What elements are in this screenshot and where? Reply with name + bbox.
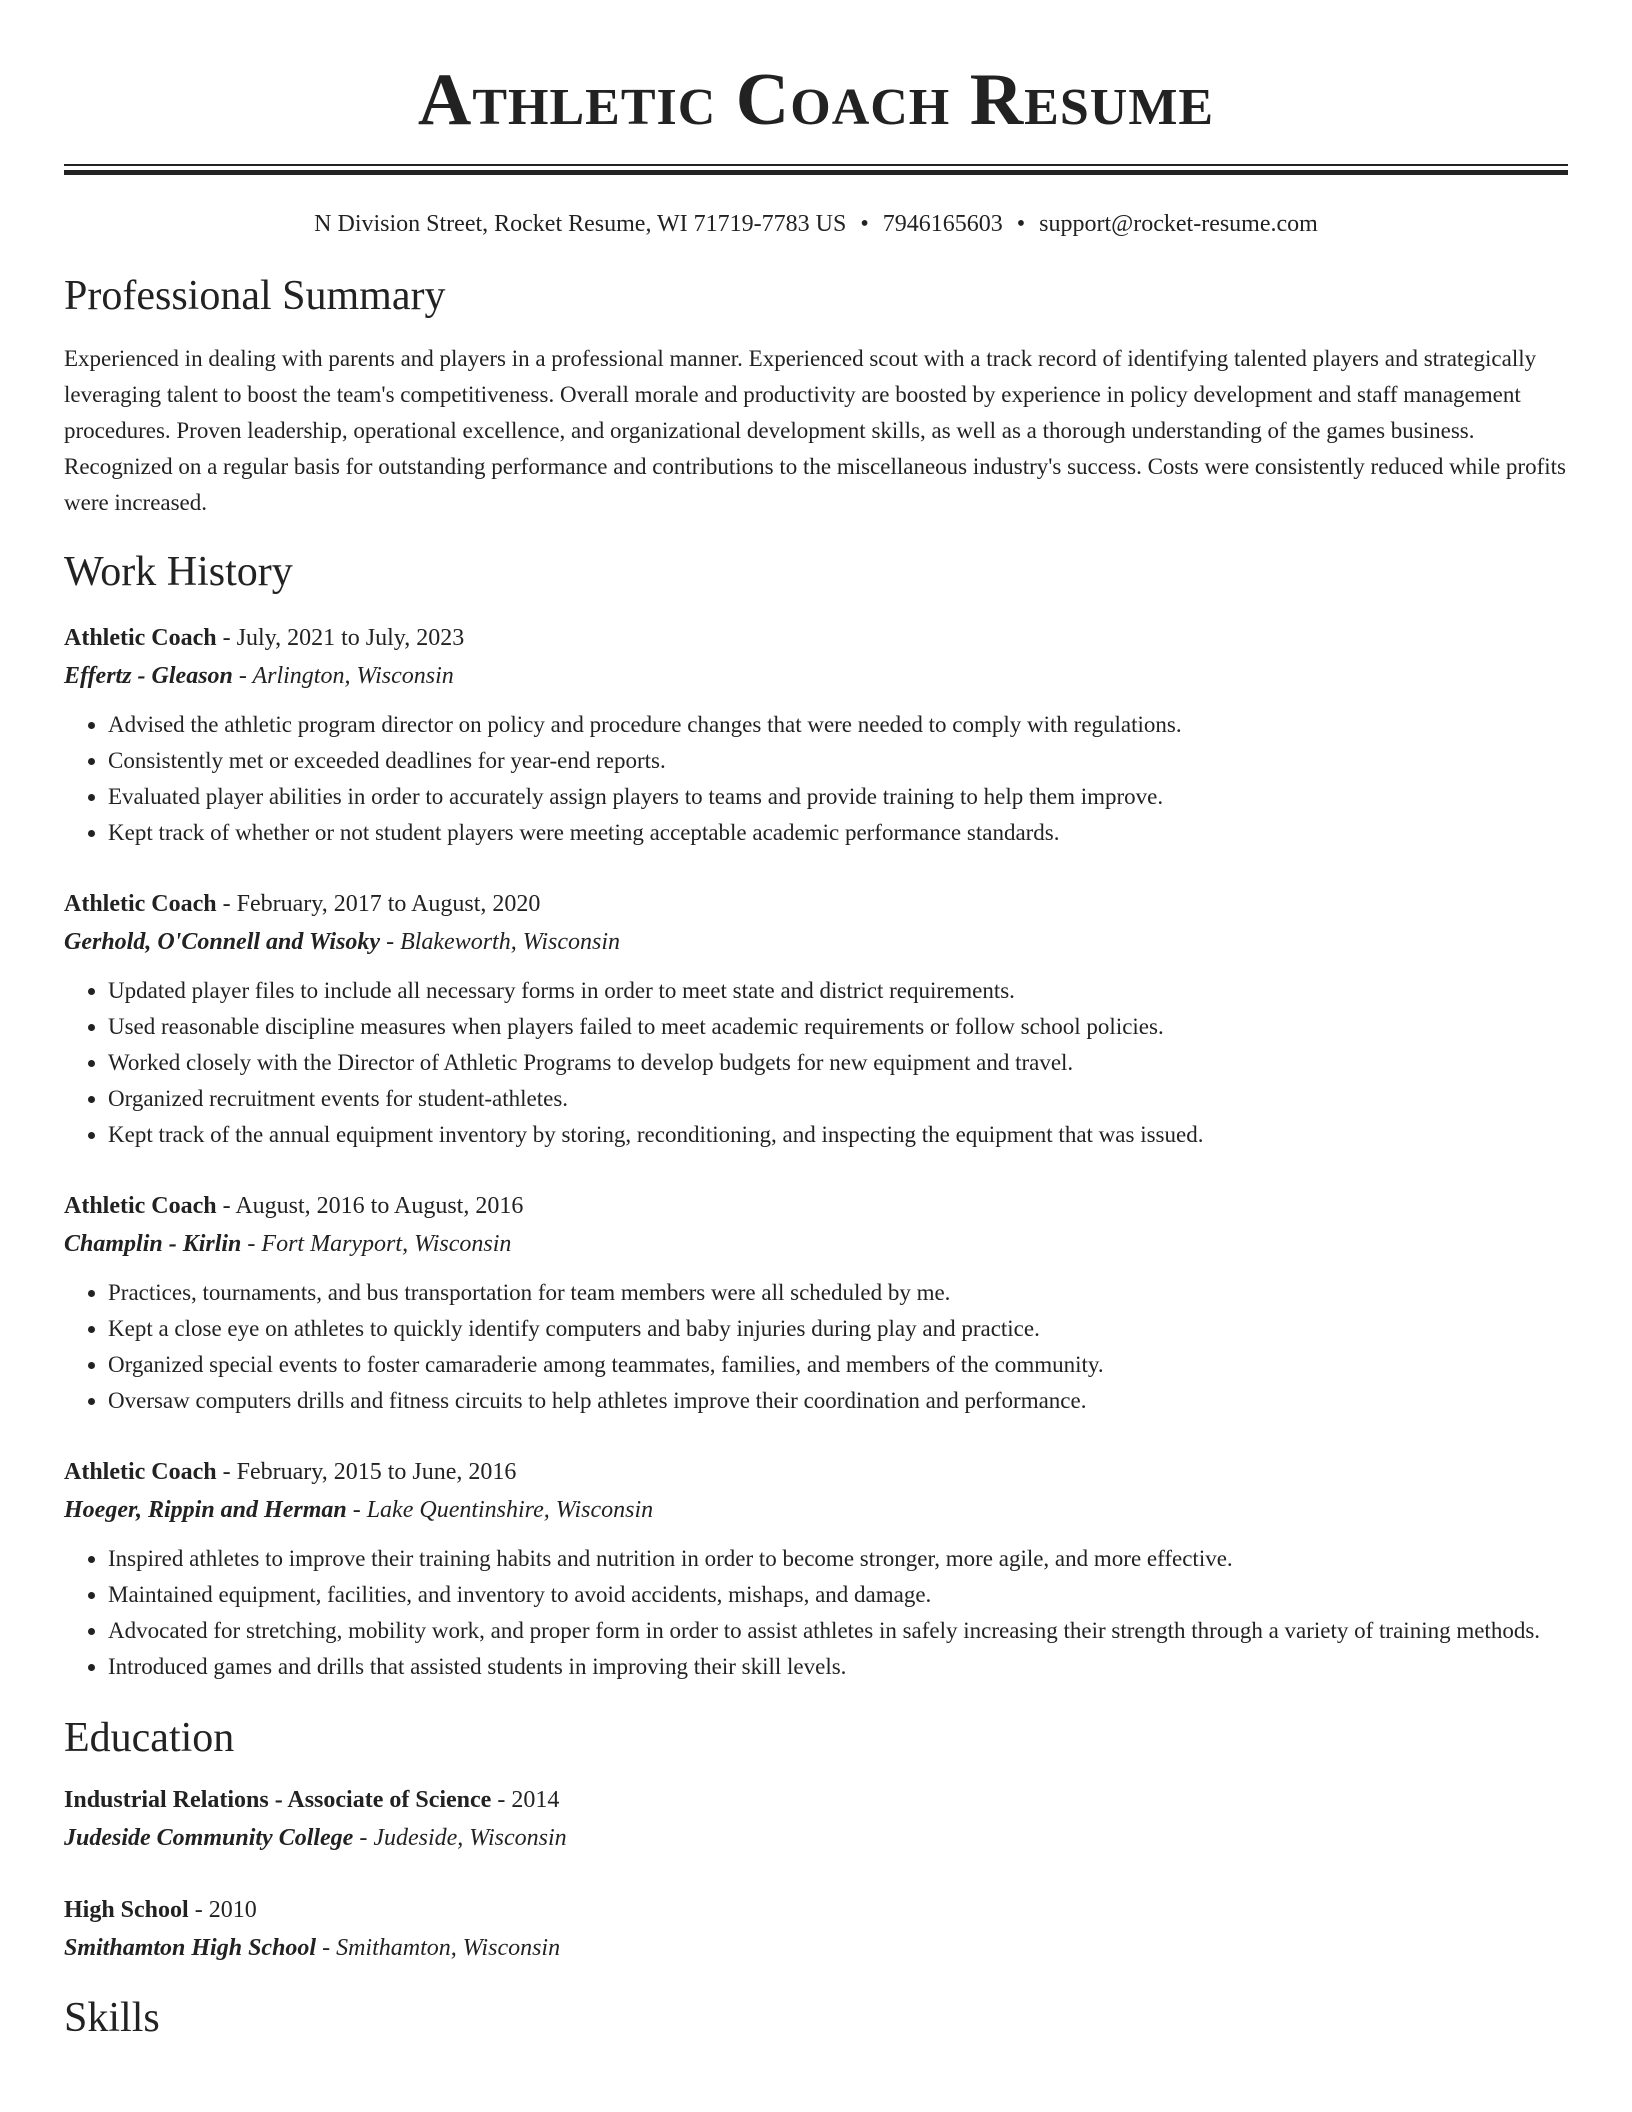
skills-heading: Skills — [64, 1995, 160, 2041]
job-company-line: Gerhold, O'Connell and Wisoky - Blakeworth, Wisconsin — [64, 929, 621, 955]
education-degree: High School — [64, 1897, 189, 1923]
job-bullets — [64, 1275, 1568, 1419]
contact-phone: 7946165603 — [882, 211, 1003, 237]
job-title-line: Athletic Coach - February, 2017 to August, 2020 — [64, 891, 541, 917]
education-entry — [64, 1891, 1568, 1967]
education-heading: Education — [64, 1715, 235, 1761]
job-company-line: Hoeger, Rippin and Herman - Lake Quentinshire, Wisconsin — [64, 1497, 654, 1523]
job-location: Fort Maryport, Wisconsin — [261, 1231, 512, 1257]
job-entry — [64, 619, 1568, 851]
job-company: Champlin - Kirlin — [64, 1231, 242, 1257]
contact-email: support@rocket-resume.com — [1039, 211, 1318, 237]
job-entry — [64, 1453, 1568, 1685]
job-bullet: • Maintained equipment, facilities, and inventory to avoid accidents, mishaps, and damage. — [108, 1577, 1568, 1613]
job-bullet: • Updated player files to include all necessary forms in order to meet state and district requirements. — [108, 973, 1568, 1009]
job-bullet: • Used reasonable discipline measures when players failed to meet academic requirements or follow school policies. — [108, 1009, 1568, 1045]
job-bullets — [64, 707, 1568, 851]
education-location: Judeside, Wisconsin — [373, 1825, 567, 1851]
job-dates: August, 2016 to August, 2016 — [235, 1193, 524, 1219]
education-school: Judeside Community College — [64, 1825, 354, 1851]
education-school-line: Judeside Community College - Judeside, Wisconsin — [64, 1825, 567, 1851]
education-location: Smithamton, Wisconsin — [336, 1935, 561, 1961]
job-entry — [64, 1187, 1568, 1419]
education-school-line: Smithamton High School - Smithamton, Wisconsin — [64, 1935, 561, 1961]
job-bullet: • Organized recruitment events for student-athletes. — [108, 1081, 1568, 1117]
job-bullet: • Inspired athletes to improve their training habits and nutrition in order to become stronger, more agile, and more effective. — [108, 1541, 1568, 1577]
job-location: Blakeworth, Wisconsin — [400, 929, 621, 955]
job-company-line: Champlin - Kirlin - Fort Maryport, Wisconsin — [64, 1231, 512, 1257]
job-bullet: • Advised the athletic program director on policy and procedure changes that were needed to comply with regulations. — [108, 707, 1568, 743]
education-school: Smithamton High School — [64, 1935, 317, 1961]
job-title-line: Athletic Coach - February, 2015 to June, 2016 — [64, 1459, 517, 1485]
summary-text: Experienced in dealing with parents and players in a professional manner. Experienced scout with a track record of identifying talented players and strategically leveraging talent to boost the team's competitiveness. Overall morale and productivity are boosted by experience in policy development and staff management procedures. Proven leadership, operational excellence, and organizational development skills, as well as a thorough understanding of the games business. Recognized on a regular basis for outstanding performance and contributions to the miscellaneous industry's success. Costs were consistently reduced while profits were increased. — [64, 346, 1566, 515]
contact-separator: • — [1016, 211, 1026, 237]
summary-heading: Professional Summary — [64, 273, 446, 319]
job-bullet: • Organized special events to foster camaraderie among teammates, families, and members of the community. — [108, 1347, 1568, 1383]
job-company: Effertz - Gleason — [64, 663, 233, 689]
job-bullet: • Kept a close eye on athletes to quickly identify computers and baby injuries during play and practice. — [108, 1311, 1568, 1347]
resume-title: Athletic Coach Resume — [417, 59, 1215, 141]
job-dates: July, 2021 to July, 2023 — [236, 625, 465, 651]
job-title-line: Athletic Coach - July, 2021 to July, 2023 — [64, 625, 465, 651]
education-year: 2010 — [208, 1897, 257, 1923]
job-bullet: • Kept track of whether or not student players were meeting acceptable academic performance standards. — [108, 815, 1568, 851]
job-location: Arlington, Wisconsin — [252, 663, 454, 689]
job-bullet: • Advocated for stretching, mobility work, and proper form in order to assist athletes in safely increasing their strength through a variety of training methods. — [108, 1613, 1568, 1649]
job-company-line: Effertz - Gleason - Arlington, Wisconsin — [64, 663, 454, 689]
job-location: Lake Quentinshire, Wisconsin — [366, 1497, 654, 1523]
contact-line — [64, 209, 1568, 239]
resume-page — [64, 0, 1568, 2043]
job-entry — [64, 885, 1568, 1153]
education-degree-line: Industrial Relations - Associate of Science - 2014 — [64, 1787, 560, 1813]
job-role: Athletic Coach — [64, 1459, 217, 1485]
job-company: Hoeger, Rippin and Herman — [64, 1497, 347, 1523]
job-role: Athletic Coach — [64, 1193, 217, 1219]
job-bullet: • Consistently met or exceeded deadlines for year-end reports. — [108, 743, 1568, 779]
job-title-line: Athletic Coach - August, 2016 to August, 2016 — [64, 1193, 524, 1219]
job-role: Athletic Coach — [64, 891, 217, 917]
job-bullets — [64, 973, 1568, 1153]
job-dates: February, 2017 to August, 2020 — [236, 891, 541, 917]
job-company: Gerhold, O'Connell and Wisoky — [64, 929, 381, 955]
education-degree: Industrial Relations - Associate of Science — [64, 1787, 492, 1813]
job-bullet: • Worked closely with the Director of Athletic Programs to develop budgets for new equipment and travel. — [108, 1045, 1568, 1081]
job-role: Athletic Coach — [64, 625, 217, 651]
work-history-heading: Work History — [64, 549, 293, 595]
education-year: 2014 — [511, 1787, 560, 1813]
job-bullet: • Introduced games and drills that assisted students in improving their skill levels. — [108, 1649, 1568, 1685]
job-dates: February, 2015 to June, 2016 — [236, 1459, 517, 1485]
education-degree-line: High School - 2010 — [64, 1897, 257, 1923]
contact-separator: • — [860, 211, 869, 237]
job-bullets — [64, 1541, 1568, 1685]
job-bullet: • Oversaw computers drills and fitness circuits to help athletes improve their coordination and performance. — [108, 1383, 1568, 1419]
job-bullet: • Practices, tournaments, and bus transportation for team members were all scheduled by me. — [108, 1275, 1568, 1311]
job-bullet: • Evaluated player abilities in order to accurately assign players to teams and provide training to help them improve. — [108, 779, 1568, 815]
education-entry — [64, 1781, 1568, 1857]
title-divider — [64, 164, 1568, 175]
job-bullet: • Kept track of the annual equipment inventory by storing, reconditioning, and inspecting the equipment that was issued. — [108, 1117, 1568, 1153]
contact-address: N Division Street, Rocket Resume, WI 71719-7783 US — [314, 211, 847, 237]
